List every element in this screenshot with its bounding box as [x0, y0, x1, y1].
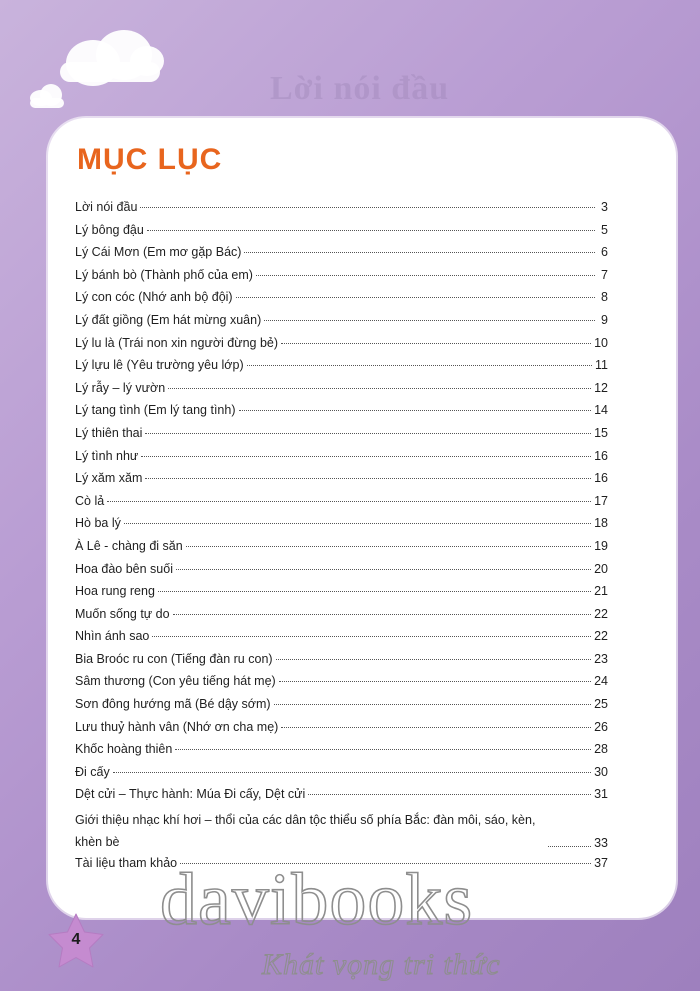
toc-entry-page: 31 — [594, 787, 608, 802]
toc-entry-title: Tài liệu tham khảo — [75, 856, 178, 871]
toc-entry-title: Cò lả — [75, 493, 105, 508]
toc-entry-page: 11 — [595, 358, 608, 373]
toc-entry — [75, 245, 608, 268]
toc-entry — [75, 562, 608, 585]
toc-entry-page: 23 — [594, 651, 608, 666]
toc-entry-title: Sâm thương (Con yêu tiếng hát mẹ) — [75, 674, 276, 689]
toc-leader-dots — [276, 659, 592, 660]
toc-leader-dots — [175, 749, 591, 750]
toc-leader-dots — [247, 365, 592, 366]
toc-leader-dots — [256, 275, 595, 276]
toc-entry — [75, 313, 608, 336]
toc-entry-title: Dệt cửi – Thực hành: Múa Đi cấy, Dệt cửi — [75, 787, 306, 802]
toc-entry-title: À Lê - chàng đi săn — [75, 538, 183, 553]
toc-entry-page: 19 — [594, 538, 608, 553]
toc-entry-title: Lý xăm xăm — [75, 471, 143, 486]
toc-entry-page: 8 — [601, 290, 608, 305]
toc-entry — [75, 674, 608, 697]
page-number: 4 — [71, 931, 81, 948]
toc-entry-title: Bia Broóc ru con (Tiếng đàn ru con) — [75, 651, 273, 666]
toc-entry — [75, 607, 608, 630]
toc-entry-title: Lưu thuỷ hành vân (Nhớ ơn cha mẹ) — [75, 719, 279, 734]
toc-entry-page: 12 — [594, 380, 608, 395]
toc-entry — [75, 810, 608, 856]
toc-entry-page: 26 — [594, 719, 608, 734]
toc-entry — [75, 539, 608, 562]
toc-entry — [75, 426, 608, 449]
toc-entry-page: 6 — [601, 245, 608, 260]
toc-entry-page: 3 — [601, 200, 608, 214]
toc-entry — [75, 336, 608, 359]
toc-entry-page: 28 — [594, 742, 608, 757]
watermark-slogan: Khát vọng tri thức — [262, 948, 501, 981]
toc-entry — [75, 652, 608, 675]
toc-entry-title: Lý lu là (Trái non xin người đừng bẻ) — [75, 335, 279, 350]
toc-entry-page: 37 — [594, 856, 608, 871]
toc-entry-page: 33 — [594, 836, 608, 851]
toc-leader-dots — [140, 207, 595, 208]
toc-entry — [75, 449, 608, 472]
toc-entry-page: 21 — [594, 584, 608, 599]
cloud-decoration — [30, 98, 64, 108]
toc-leader-dots — [279, 681, 591, 682]
toc-entry-page: 10 — [594, 335, 608, 350]
toc-entry — [75, 697, 608, 720]
toc-entry-page: 20 — [594, 561, 608, 576]
toc-entry-title: Khốc hoàng thiên — [75, 742, 173, 757]
toc-entry-title: Lý đất giồng (Em hát mừng xuân) — [75, 312, 262, 327]
toc-entry — [75, 516, 608, 539]
toc-entry-title: Hoa đào bên suối — [75, 561, 173, 576]
toc-entry-page: 16 — [594, 448, 608, 463]
toc-entry-title: Lý rẫy – lý vườn — [75, 380, 166, 395]
toc-entry-page: 5 — [601, 222, 608, 237]
toc-leader-dots — [186, 546, 591, 547]
toc-entry-title: Lý tình như — [75, 448, 139, 463]
cloud-decoration — [60, 62, 160, 82]
toc-entry — [75, 381, 608, 404]
toc-entry-title: Nhìn ánh sao — [75, 629, 150, 644]
toc-entry-title: Hoa rung reng — [75, 584, 155, 599]
toc-entry-title: Lý Cái Mơn (Em mơ gặp Bác) — [75, 245, 242, 260]
toc-leader-dots — [274, 704, 592, 705]
toc-entry-title: Sơn đông hướng mã (Bé dậy sớm) — [75, 697, 271, 712]
toc-leader-dots — [264, 320, 595, 321]
toc-entry-title: Lý con cóc (Nhớ anh bộ đội) — [75, 290, 233, 305]
toc-leader-dots — [147, 230, 595, 231]
toc-leader-dots — [168, 388, 591, 389]
toc-entry-title: Giới thiệu nhạc khí hơi – thổi của các dân tộc thiểu số phía Bắc: đàn môi, sáo, kèn, khèn bè — [75, 813, 536, 850]
toc-leader-dots — [152, 636, 591, 637]
toc-entry — [75, 787, 608, 810]
toc-leader-dots — [281, 727, 591, 728]
page-number-badge — [46, 911, 106, 971]
page-title: MỤC LỤC — [77, 143, 223, 176]
toc-entry — [75, 629, 608, 652]
toc-leader-dots — [173, 614, 592, 615]
toc-entry-title: Lý bánh bò (Thành phố của em) — [75, 267, 253, 282]
toc-leader-dots — [176, 569, 591, 570]
toc-entry-page: 25 — [594, 697, 608, 712]
toc-leader-dots — [124, 523, 591, 524]
toc-leader-dots — [236, 297, 595, 298]
toc-entry — [75, 765, 608, 788]
toc-leader-dots — [239, 410, 592, 411]
toc-entry-title: Lý bông đậu — [75, 222, 144, 237]
toc-entry — [75, 720, 608, 743]
background-heading: Lời nói đầu — [270, 70, 450, 107]
toc-entry-title: Lý thiên thai — [75, 425, 143, 440]
toc-entry-page: 16 — [594, 471, 608, 486]
toc-entry-page: 22 — [594, 606, 608, 621]
toc-entry — [75, 223, 608, 246]
toc-entry — [75, 268, 608, 291]
toc-entry-title: Lời nói đầu — [75, 200, 138, 214]
toc-leader-dots — [145, 478, 591, 479]
toc-entry-title: Hò ba lý — [75, 516, 121, 531]
toc-leader-dots — [113, 772, 591, 773]
toc-entry-page: 14 — [594, 403, 608, 418]
toc-entry-title: Lý lựu lê (Yêu trường yêu lớp) — [75, 358, 244, 373]
toc-leader-dots — [244, 252, 595, 253]
toc-entry-title: Đi cấy — [75, 764, 110, 779]
toc-leader-dots — [548, 846, 591, 847]
toc-entry-title: Lý tang tình (Em lý tang tình) — [75, 403, 236, 418]
toc-entry — [75, 742, 608, 765]
toc-leader-dots — [141, 456, 591, 457]
toc-entry-title: Muốn sống tự do — [75, 606, 170, 621]
toc-entry-page: 7 — [601, 267, 608, 282]
toc-entry — [75, 200, 608, 223]
toc-entry — [75, 290, 608, 313]
toc-entry — [75, 358, 608, 381]
toc-leader-dots — [281, 343, 591, 344]
toc-leader-dots — [145, 433, 591, 434]
table-of-contents — [75, 200, 608, 879]
toc-entry-page: 22 — [594, 629, 608, 644]
toc-entry-page: 30 — [594, 764, 608, 779]
toc-entry-page: 17 — [594, 493, 608, 508]
toc-entry-page: 9 — [601, 312, 608, 327]
toc-entry — [75, 584, 608, 607]
toc-entry-page: 24 — [594, 674, 608, 689]
toc-entry — [75, 494, 608, 517]
toc-entry-page: 15 — [594, 425, 608, 440]
toc-leader-dots — [308, 794, 591, 795]
toc-leader-dots — [158, 591, 591, 592]
toc-entry — [75, 471, 608, 494]
toc-entry-page: 18 — [594, 516, 608, 531]
toc-leader-dots — [107, 501, 591, 502]
watermark-brand: davibooks — [160, 859, 474, 941]
toc-entry — [75, 403, 608, 426]
